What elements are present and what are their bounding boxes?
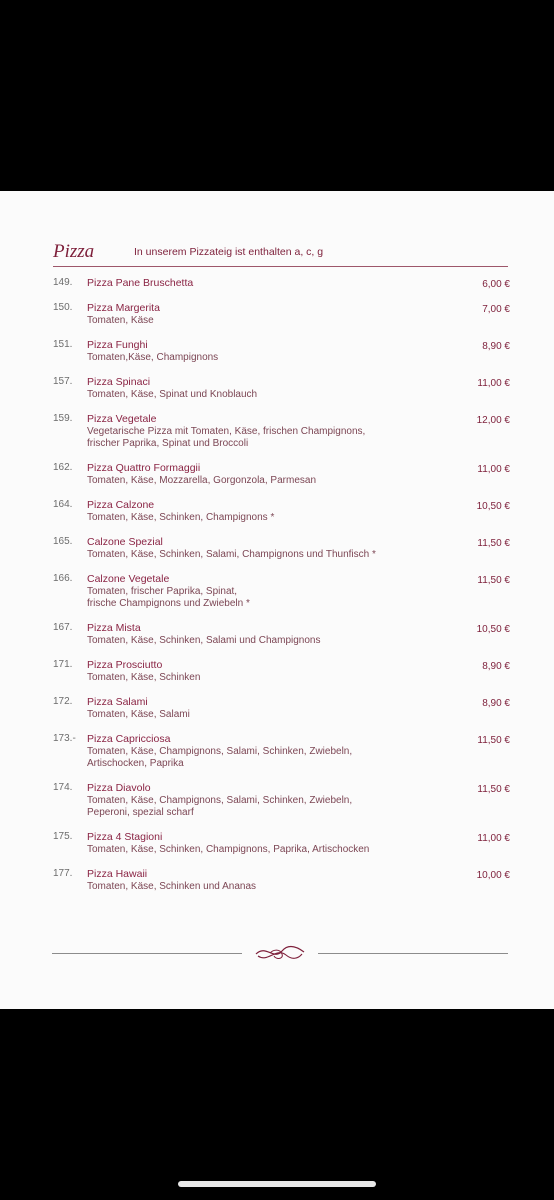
item-number: 151. xyxy=(53,339,73,350)
item-number: 172. xyxy=(53,696,73,707)
item-price: 8,90 € xyxy=(482,341,510,352)
item-number: 157. xyxy=(53,376,73,387)
item-price: 8,90 € xyxy=(482,661,510,672)
item-price: 11,50 € xyxy=(477,538,510,549)
item-price: 8,90 € xyxy=(482,698,510,709)
item-price: 10,50 € xyxy=(476,501,510,512)
item-price: 11,00 € xyxy=(477,464,510,475)
item-price: 11,50 € xyxy=(477,784,510,795)
item-name: Calzone Spezial xyxy=(87,536,163,548)
menu-header xyxy=(53,241,508,265)
item-number: 173.- xyxy=(53,733,76,744)
flourish-ornament-icon xyxy=(252,941,308,965)
item-name: Pizza Vegetale xyxy=(87,413,157,425)
item-description: Tomaten, Käse, Champignons, Salami, Schinken, Zwiebeln, Artischocken, Paprika xyxy=(87,746,353,769)
item-name: Pizza 4 Stagioni xyxy=(87,831,163,843)
item-name: Pizza Hawaii xyxy=(87,868,148,880)
item-name: Pizza Mista xyxy=(87,622,141,634)
menu-page xyxy=(0,191,554,1009)
item-description: Tomaten, Käse, Schinken, Salami, Champignons und Thunfisch * xyxy=(87,549,376,560)
item-description: Tomaten, Käse, Champignons, Salami, Schinken, Zwiebeln, Peperoni, spezial scharf xyxy=(87,795,353,818)
item-description: Tomaten, Käse xyxy=(87,315,154,326)
home-indicator[interactable] xyxy=(178,1181,376,1187)
item-number: 177. xyxy=(53,868,73,879)
item-price: 11,50 € xyxy=(477,575,510,586)
section-title: Pizza xyxy=(53,241,95,262)
item-description: Tomaten, Käse, Schinken, Champignons * xyxy=(87,512,275,523)
item-name: Pizza Quattro Formaggii xyxy=(87,462,201,474)
item-name: Pizza Prosciutto xyxy=(87,659,163,671)
item-price: 11,00 € xyxy=(477,378,510,389)
item-description: Tomaten, Käse, Mozzarella, Gorgonzola, Parmesan xyxy=(87,475,316,486)
item-description: Tomaten,Käse, Champignons xyxy=(87,352,219,363)
item-name: Pizza Salami xyxy=(87,696,148,708)
footer-divider-left xyxy=(52,953,242,954)
item-name: Pizza Margerita xyxy=(87,302,160,314)
item-number: 150. xyxy=(53,302,73,313)
item-number: 175. xyxy=(53,831,73,842)
item-description: Tomaten, Käse, Schinken und Ananas xyxy=(87,881,257,892)
footer-divider-right xyxy=(318,953,508,954)
item-number: 165. xyxy=(53,536,73,547)
item-description: Tomaten, Käse, Schinken, Salami und Champignons xyxy=(87,635,321,646)
item-name: Pizza Spinaci xyxy=(87,376,151,388)
item-description: Tomaten, Käse, Schinken, Champignons, Paprika, Artischocken xyxy=(87,844,370,855)
item-price: 10,00 € xyxy=(476,870,510,881)
item-number: 149. xyxy=(53,277,73,288)
item-price: 7,00 € xyxy=(482,304,510,315)
item-number: 166. xyxy=(53,573,73,584)
item-number: 167. xyxy=(53,622,73,633)
allergen-note: In unserem Pizzateig ist enthalten a, c, g xyxy=(134,246,324,258)
item-description: Tomaten, Käse, Spinat und Knoblauch xyxy=(87,389,258,400)
item-name: Pizza Capricciosa xyxy=(87,733,171,745)
item-price: 11,50 € xyxy=(477,735,510,746)
item-name: Pizza Pane Bruschetta xyxy=(87,277,194,289)
header-divider xyxy=(53,266,508,267)
item-number: 164. xyxy=(53,499,73,510)
item-number: 174. xyxy=(53,782,73,793)
item-price: 11,00 € xyxy=(477,833,510,844)
item-price: 10,50 € xyxy=(476,624,510,635)
item-name: Calzone Vegetale xyxy=(87,573,170,585)
item-description: Tomaten, Käse, Schinken xyxy=(87,672,201,683)
item-name: Pizza Diavolo xyxy=(87,782,151,794)
item-number: 162. xyxy=(53,462,73,473)
item-name: Pizza Calzone xyxy=(87,499,155,511)
item-description: Tomaten, frischer Paprika, Spinat, frische Champignons und Zwiebeln * xyxy=(87,586,250,609)
item-price: 12,00 € xyxy=(476,415,510,426)
item-description: Vegetarische Pizza mit Tomaten, Käse, frischen Champignons, frischer Paprika, Spinat und Broccoli xyxy=(87,426,366,449)
item-description: Tomaten, Käse, Salami xyxy=(87,709,190,720)
item-number: 171. xyxy=(53,659,73,670)
item-price: 6,00 € xyxy=(482,279,510,290)
item-number: 159. xyxy=(53,413,73,424)
item-name: Pizza Funghi xyxy=(87,339,148,351)
